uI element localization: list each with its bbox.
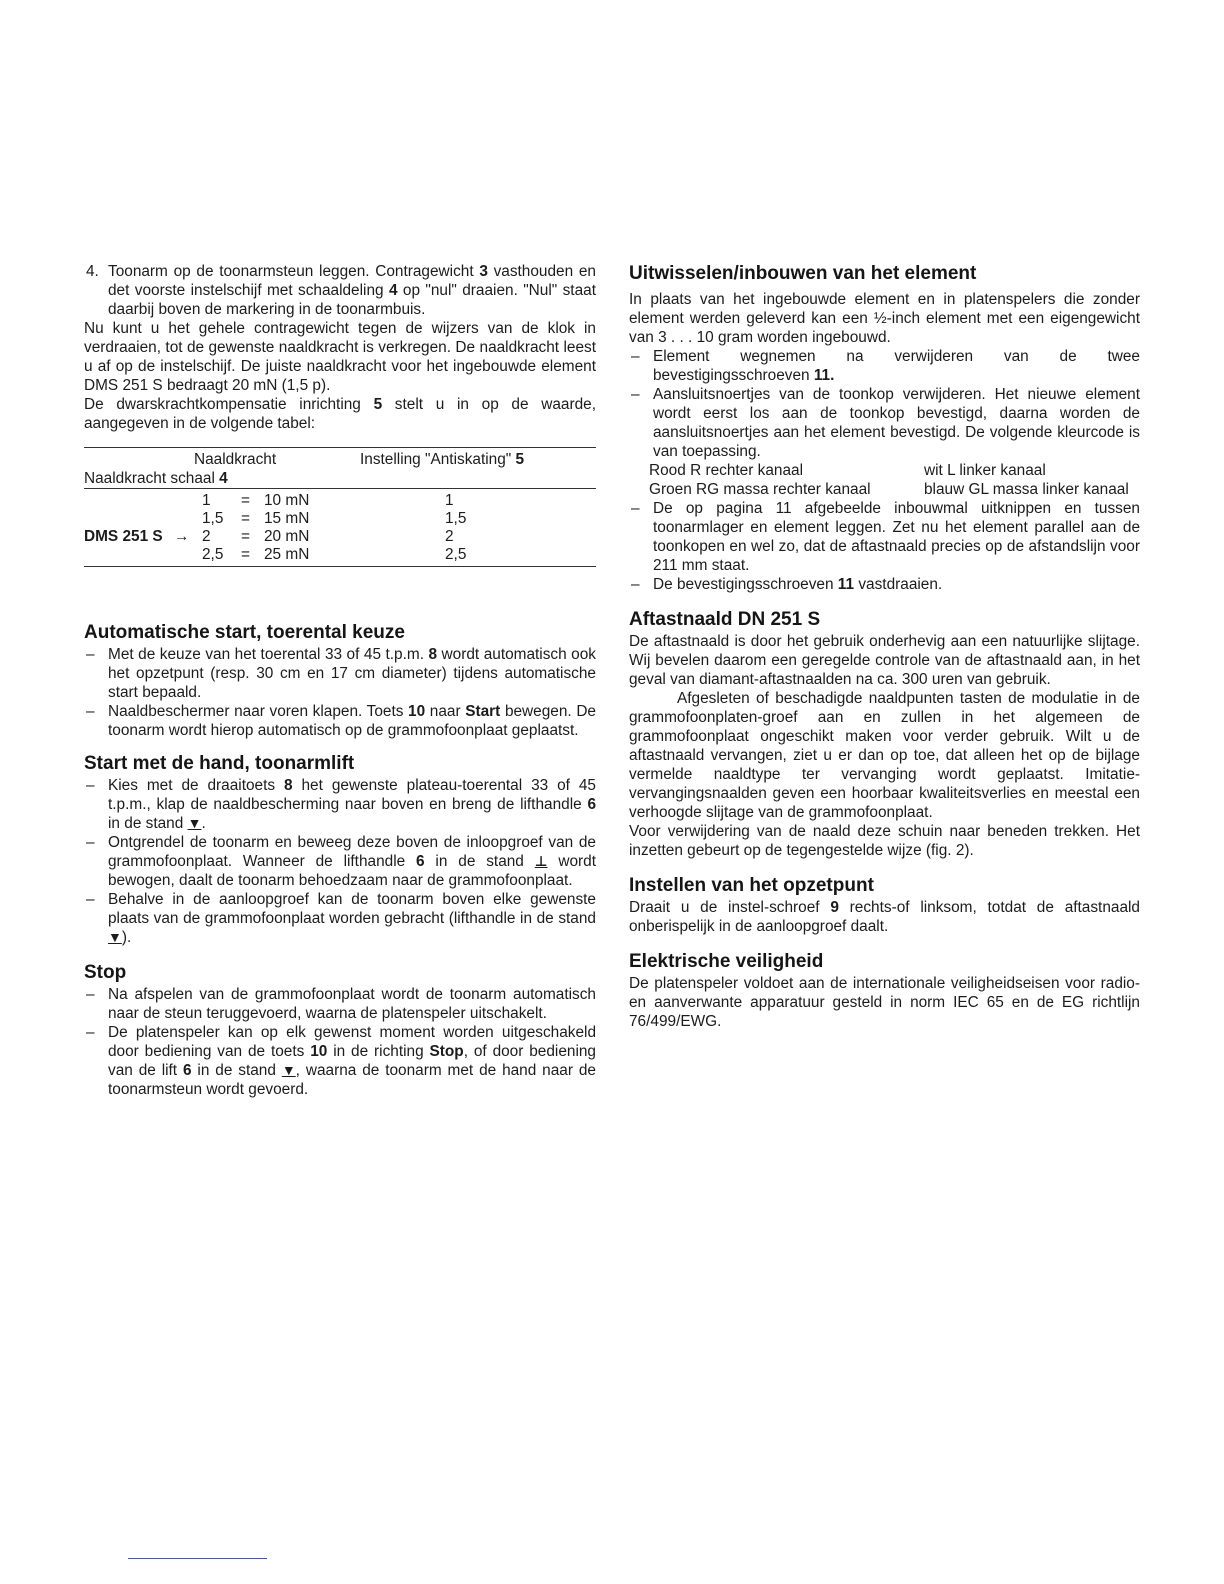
antiskating-table [84,447,596,567]
item-text: ). [121,929,132,946]
item-ref: 8 [284,777,293,794]
opzetpunt-text-a: Draait u de instel-schroef [629,899,831,916]
dash-bullet: – [86,1024,95,1041]
item-ref: 11. [813,367,835,384]
dash-bullet: – [631,500,640,517]
heading-start-met-de-hand: Start met de hand, toonarmlift [84,753,355,774]
dash-bullet: – [86,891,95,908]
arrow-icon: → [174,528,190,545]
item-text: in de stand [424,853,535,870]
list-item [84,890,596,947]
lift-up-icon: ⊥ [534,853,548,869]
dash-bullet: – [631,386,640,403]
item-text: Kies met de draaitoets [108,777,285,794]
cell-scale: 2,5 [202,546,224,563]
header-instelling-text: Instelling "Antiskating" [360,451,516,468]
dash-bullet: – [86,986,95,1003]
aftastnaald-p3: Voor verwijdering van de naald deze schuin naar beneden trekken. Het inzetten gebeurt op de tegengestelde wijze (fig. 2). [629,823,1140,859]
heading-stop: Stop [84,962,127,983]
item-text: in de stand [108,815,188,832]
list-item [84,1023,596,1099]
naaldkracht-paragraph: Nu kunt u het gehele contragewicht tegen de wijzers van de klok in verdraaien, tot de gewenste naaldkracht is verkregen. De naaldkracht leest u af op de instelschijf. De juiste naaldkracht voor het ingebouwde element DMS 251 S bedraagt 20 mN (1,5 p). [84,320,596,394]
cell-eq: = [241,492,250,509]
item-text: Naaldbeschermer naar voren klapen. Toets [108,703,409,720]
step-4-ref-4: 4 [388,282,398,299]
step-4-ref-3: 3 [479,263,488,280]
item-text: De platenspeler kan op elk gewenst moment worden uitgeschakeld door bediening van de toets [108,1024,596,1060]
header-schaal-text: Naaldkracht schaal [84,470,220,487]
dwarskracht-paragraph [84,395,596,433]
item-text: wordt bewogen, daalt de toonarm behoedzaam naar de grammofoonplaat. [108,853,596,889]
item-text: in de stand [191,1062,282,1079]
item-text: , of door bediening van de lift [108,1043,596,1079]
list-item [629,575,1140,594]
lift-down-icon: ▼ [108,929,122,945]
table-row [84,510,596,528]
dwarskracht-text-a: De dwarskrachtkompensatie inrichting [84,396,374,413]
table-row [84,492,596,510]
dwarskracht-ref-5: 5 [373,396,383,413]
item-ref: Stop [429,1043,464,1060]
item-text: De op pagina 11 afgebeelde inbouwmal uitknippen en tussen toonarmlager en element leggen. Zet nu het element parallel aan de toonkopen en wel zo, dat de aftastnaald precies op de afstandslijn voor 211 mm staat. [653,500,1140,574]
uitwisselen-intro: In plaats van het ingebouwde element en in platenspelers die zonder element werden geleverd kan een ½-inch element met een eigengewicht van 3 . . . 10 gram worden ingebouwd. [629,291,1140,346]
heading-opzetpunt: Instellen van het opzetpunt [629,875,874,896]
list-item [84,776,596,833]
left-column [84,262,596,1099]
heading-uitwisselen: Uitwisselen/inbouwen van het element [629,263,977,284]
item-text: Met de keuze van het toerental 33 of 45 t.p.m. [108,646,429,663]
item-text: in de richting [327,1043,430,1060]
step-4-text-e: op "nul" draaien. "Nul" staat daarbij boven de markering in de toonarmbuis. [108,282,596,318]
item-text: vastdraaien. [854,576,943,593]
list-item [629,499,1140,575]
dash-bullet: – [86,703,95,720]
heading-elektrische-veiligheid: Elektrische veiligheid [629,951,824,972]
item-text: Na afspelen van de grammofoonplaat wordt de toonarm automatisch naar de steun teruggevoerd, waarna de platenspeler uitschakelt. [108,986,596,1022]
item-text: Element wegnemen na verwijderen van de twee bevestigingsschroeven [653,348,1140,384]
header-naaldkracht: Naaldkracht [194,451,277,468]
cell-mn: 25 mN [264,546,310,563]
heading-aftastnaald: Aftastnaald DN 251 S [629,609,821,630]
item-text: naar [425,703,466,720]
list-item [629,347,1140,385]
color-code-row [649,461,1140,480]
color-code-right: blauw GL massa linker kanaal [924,481,1129,498]
cell-eq: = [241,546,250,563]
cell-mn: 20 mN [264,528,310,545]
item-ref: 11 [837,576,855,593]
item-ref: 8 [428,646,438,663]
header-instelling-num: 5 [515,451,525,468]
opzetpunt-text-c: rechts-of linksom, totdat de aftastnaald onberispelijk in de aanloopgroef daalt. [629,899,1140,935]
list-item [84,645,596,702]
dash-bullet: – [631,348,640,365]
cell-setting: 2,5 [445,546,467,563]
item-ref: 6 [416,853,425,870]
dwarskracht-text-c: stelt u in op de waarde, aangegeven in de volgende tabel: [84,396,596,432]
cell-scale: 1 [202,492,211,509]
cell-scale: 2 [202,528,211,545]
item-text: , waarna de toonarm met de hand naar de toonarmsteun wordt gevoerd. [108,1062,596,1098]
item-text: De bevestigingsschroeven [653,576,838,593]
cell-setting: 1,5 [445,510,467,527]
cell-scale: 1,5 [202,510,224,527]
item-ref: 6 [587,796,596,813]
right-column [629,262,1140,1031]
table-header [84,448,596,489]
heading-automatische-start: Automatische start, toerental keuze [84,622,405,643]
step-4 [84,262,596,319]
item-text: Behalve in de aanloopgroef kan de toonarm boven elke gewenste plaats van de grammofoonplaat worden gebracht (lifthandle in de stand [108,891,596,927]
list-item [629,385,1140,461]
aftastnaald-p2: Afgesleten of beschadigde naaldpunten tasten de modulatie in de grammofoonplaten-groef aan en zullen in het algemeen de grammofoonplaat ongeschikt maken voor verder gebruik. Wilt u de aftastnaald vervangen, ziet u er dan op toe, dat alleen het op de bijlage vermelde naaldtype ter vervanging wordt geplaatst. Imitatie-vervangingsnaalden geven een hoorbaar kwaliteitsverlies en meestal een verhoogde slijtage van de grammofoonplaat. [629,690,1140,821]
elektrische-paragraph: De platenspeler voldoet aan de internationale veiligheidseisen voor radio- en aanverwante apparatuur gesteld in norm IEC 65 en de EG richtlijn 76/499/EWG. [629,975,1140,1030]
cell-setting: 1 [445,492,454,509]
table-row [84,528,596,546]
dash-bullet: – [86,777,95,794]
color-code-right: wit L linker kanaal [924,462,1046,479]
item-text: het gewenste plateau-toerental 33 of 45 t.p.m., klap de naaldbescherming naar boven en breng de lifthandle [108,777,596,813]
cell-eq: = [241,510,250,527]
item-text: Ontgrendel de toonarm en beweeg deze boven de inloopgroef van de grammofoonplaat. Wanneer de lifthandle [108,834,596,870]
item-ref: 10 [408,703,426,720]
header-schaal [84,469,228,488]
color-code-left: Rood R rechter kanaal [649,462,803,479]
list-item [84,702,596,740]
item-ref: Start [465,703,501,720]
item-text: wordt automatisch ook het opzetpunt (resp. 30 cm en 17 cm diameter) tijdens automatische start bepaald. [108,646,596,701]
item-text: bewegen. De toonarm wordt hierop automatisch op de grammofoonplaat geplaatst. [108,703,596,739]
dash-bullet: – [86,646,95,663]
footnote-rule [128,1558,267,1559]
item-ref: 10 [310,1043,328,1060]
dash-bullet: – [631,576,640,593]
opzetpunt-ref-9: 9 [830,899,839,916]
step-number: 4. [86,263,99,280]
header-instelling [360,450,524,469]
step-4-text-c: vasthouden en det voorste instelschijf met schaaldeling [108,263,596,299]
header-schaal-num: 4 [219,470,228,487]
table-body [84,489,596,566]
cell-eq: = [241,528,250,545]
dash-bullet: – [86,834,95,851]
opzetpunt-paragraph [629,898,1140,936]
step-4-text-a: Toonarm op de toonarmsteun leggen. Contragewicht [108,263,480,280]
lift-down-icon: ▼ [281,1062,296,1078]
item-ref: 6 [182,1062,192,1079]
color-code-row [649,480,1140,499]
cell-mn: 10 mN [264,492,310,509]
cell-mn: 15 mN [264,510,310,527]
item-text: Aansluitsnoertjes van de toonkop verwijderen. Het nieuwe element wordt eerst los aan de toonkop bevestigd, daarna worden de aansluitsnoertjes aan het element bevestigd. De volgende kleurcode is van toepassing. [653,386,1140,460]
list-item [84,985,596,1023]
lift-down-icon: ▼ [187,815,202,831]
item-text: . [201,815,206,832]
color-code-left: Groen RG massa rechter kanaal [649,481,871,498]
table-row [84,546,596,564]
cell-setting: 2 [445,528,454,545]
cell-dms-label: DMS 251 S [84,528,163,545]
list-item [84,833,596,890]
aftastnaald-p1: De aftastnaald is door het gebruik onderhevig aan een natuurlijke slijtage. Wij bevelen daarom een geregelde controle van de aftastnaald aan, in het geval van diamant-aftastnaalden na ca. 300 uren van gebruik. [629,633,1140,688]
